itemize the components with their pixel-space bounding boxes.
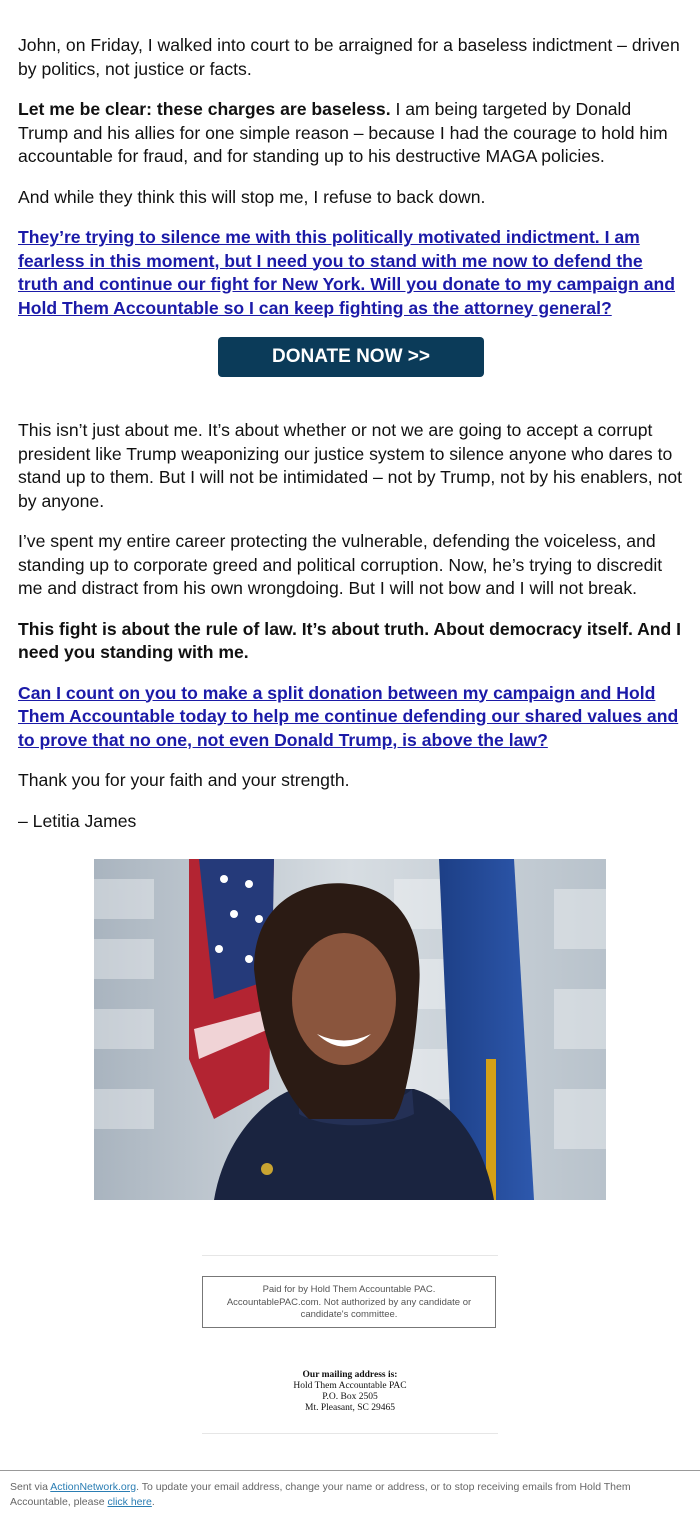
divider-bottom [202, 1433, 498, 1434]
donate-now-button[interactable]: DONATE NOW >> [218, 337, 484, 377]
charges-bold-text: Let me be clear: these charges are baseless. [18, 99, 391, 119]
actionnetwork-link[interactable]: ActionNetwork.org [50, 1481, 137, 1493]
mailing-address-line1: Hold Them Accountable PAC [293, 1381, 407, 1391]
mailing-address-title: Our mailing address is: [302, 1370, 398, 1380]
unsubscribe-link[interactable]: click here [107, 1496, 152, 1508]
footer-prefix: Sent via [10, 1481, 51, 1493]
donate-link-2[interactable]: Can I count on you to make a split donation between my campaign and Hold Them Accountable today to help me continue defending our shared values and to prove that no one, not even Donald Trump, is above the law? [18, 682, 679, 750]
mailing-address-line2: P.O. Box 2505 [322, 1392, 378, 1402]
mailing-address [200, 1370, 500, 1414]
paragraph-charges [18, 98, 684, 169]
footer [0, 1470, 700, 1537]
paragraph-intro: John, on Friday, I walked into court to be arraigned for a baseless indictment – driven by politics, not justice or facts. [18, 35, 680, 79]
paragraph-career: I’ve spent my entire career protecting the vulnerable, defending the voiceless, and standing up to corporate greed and political corruption. Now, he’s trying to discredit me and distract from his own wrongdoing. But I will not bow and I will not break. [18, 531, 663, 598]
donate-link-1[interactable]: They’re trying to silence me with this politically motivated indictment. I am fearless in this moment, but I need you to stand with me now to defend the truth and continue our fight for New York. Will you donate to my campaign and Hold Them Accountable so I can keep fighting as the attorney general? [18, 227, 676, 318]
portrait-photo [94, 859, 606, 1200]
paragraph-refuse: And while they think this will stop me, I refuse to back down. [18, 186, 486, 207]
paragraph-cta-2 [18, 682, 684, 753]
footer-suffix: . [151, 1496, 155, 1508]
paid-for-disclaimer: Paid for by Hold Them Accountable PAC. AccountablePAC.com. Not authorized by any candidate or candidate's committee. [202, 1276, 496, 1328]
divider-top [202, 1255, 498, 1256]
paragraph-rule-of-law: This fight is about the rule of law. It’s about truth. About democracy itself. And I need you standing with me. [18, 618, 682, 662]
email-body [18, 34, 684, 850]
paragraph-thanks: Thank you for your faith and your strength. [18, 770, 350, 790]
donate-button-wrap [18, 337, 684, 377]
paragraph-cta-1 [18, 226, 684, 320]
paragraph-about: This isn’t just about me. It’s about whether or not we are going to accept a corrupt president like Trump weaponizing our justice system to silence anyone who dares to stand up to them. But I will not be intimidated – not by Trump, not by his enablers, not by anyone. [18, 420, 683, 511]
mailing-address-line3: Mt. Pleasant, SC 29465 [305, 1403, 395, 1413]
footer-text: . To update your email address, change your name or address, or to stop receiving emails from Hold Them Accountable, please [10, 1481, 631, 1508]
signature: – Letitia James [18, 810, 137, 831]
charges-text: I am being targeted by Donald Trump and his allies for one simple reason – because I had the courage to hold him accountable for fraud, and for standing up to his destructive MAGA policies. [18, 99, 668, 166]
